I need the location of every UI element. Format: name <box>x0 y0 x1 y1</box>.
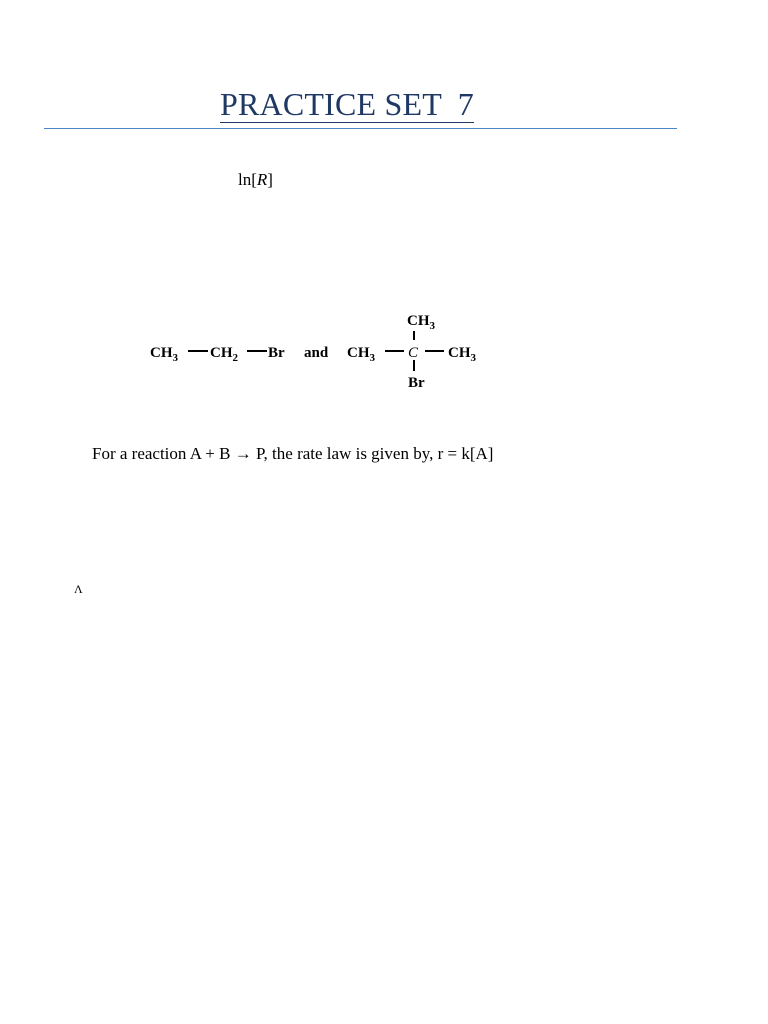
left-ch3: $CH_3$ <box>150 345 178 364</box>
page-title: PRACTICE SET 7 <box>220 86 474 122</box>
left-br: Br <box>268 345 285 361</box>
reaction-rate-law-text: For a reaction A + B → P, the rate law is given by, r = k[A] <box>92 444 494 463</box>
ln-expression <box>238 170 273 190</box>
and-connector: and <box>304 345 329 361</box>
right-right-ch3: $CH_3$ <box>448 345 476 364</box>
right-top-ch3: $CH_3$ <box>407 313 435 332</box>
title-divider <box>44 128 677 129</box>
left-ch2: $CH_2$ <box>210 345 238 364</box>
ln-suffix: ] <box>267 170 273 189</box>
ln-variable: R <box>256 170 268 189</box>
ln-prefix: ln[ <box>238 170 257 189</box>
center-carbon: C <box>408 345 419 361</box>
chemical-structures <box>140 305 500 400</box>
stray-caret-mark: Λ <box>74 582 83 596</box>
right-bottom-br: Br <box>408 375 425 391</box>
right-left-ch3: $CH_3$ <box>347 345 375 364</box>
